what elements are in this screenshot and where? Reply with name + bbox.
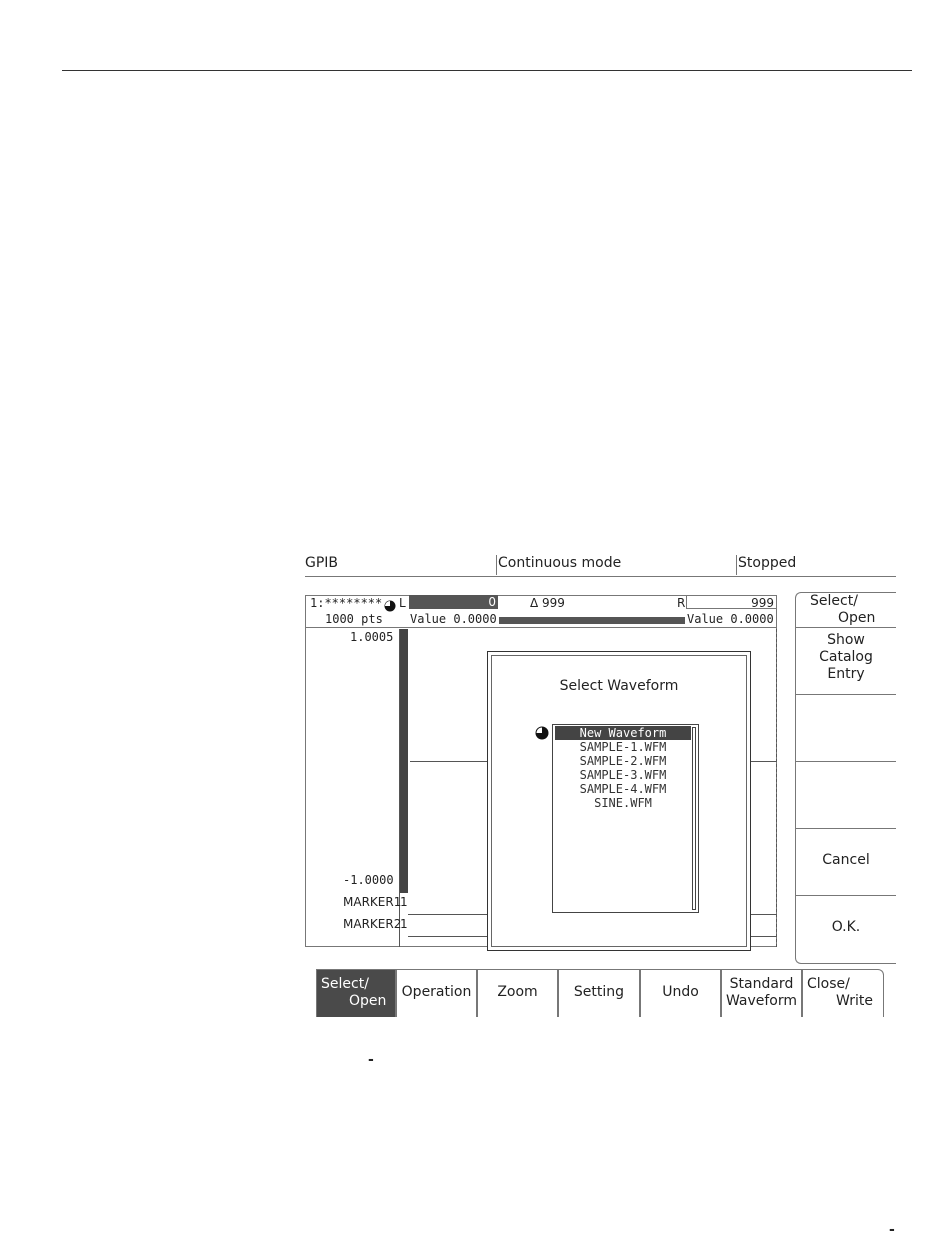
side-menu-divider <box>796 895 896 896</box>
tab-setting-label: Setting <box>573 984 625 1000</box>
list-item[interactable]: SINE.WFM <box>594 796 652 810</box>
tab-standard-line2: Waveform <box>725 993 798 1009</box>
side-menu-empty-slot <box>796 763 896 827</box>
cursor-delta: Δ 999 <box>530 596 565 610</box>
tab-standard-waveform[interactable] <box>721 969 802 1017</box>
tab-undo-label: Undo <box>662 984 699 1000</box>
left-value: Value 0.0000 <box>410 612 497 626</box>
tab-close-line1: Close/ <box>807 976 850 992</box>
left-cursor-line <box>399 629 408 893</box>
ok-button[interactable]: O.K. <box>831 919 861 935</box>
tab-close-write[interactable] <box>802 969 884 1017</box>
marker1-trace <box>751 914 776 915</box>
list-item[interactable]: SAMPLE-3.WFM <box>579 768 667 782</box>
show-catalog-line1: Show <box>827 632 865 648</box>
status-mode: Continuous mode <box>498 555 622 571</box>
side-menu-title-line2: Open <box>838 610 876 626</box>
right-cursor-position[interactable]: 999 <box>686 595 777 609</box>
tab-zoom-label: Zoom <box>497 984 538 1000</box>
list-item[interactable]: SAMPLE-2.WFM <box>579 754 667 768</box>
right-value: Value 0.0000 <box>687 612 774 626</box>
list-item[interactable]: SAMPLE-1.WFM <box>579 740 667 754</box>
knob-icon <box>384 597 396 609</box>
page-top-rule <box>62 70 912 71</box>
show-catalog-line3: Entry <box>827 666 865 682</box>
left-cursor-label: L <box>399 596 406 610</box>
tab-undo[interactable] <box>640 969 721 1017</box>
list-item[interactable]: SAMPLE-4.WFM <box>579 782 667 796</box>
marker1-label: MARKER1 <box>343 895 402 909</box>
side-menu-divider <box>796 761 896 762</box>
status-divider <box>496 555 497 575</box>
page-corner-mark: - <box>889 1222 895 1238</box>
tab-select-open-line2: Open <box>349 993 387 1009</box>
cursor-span-bar <box>499 617 685 624</box>
status-run-state: Stopped <box>738 555 797 571</box>
y-axis-max: 1.0005 <box>350 630 394 644</box>
show-catalog-line2: Catalog <box>819 649 873 665</box>
tab-select-open[interactable] <box>316 969 396 1017</box>
waveform-list[interactable] <box>552 724 699 913</box>
knob-icon <box>535 725 549 739</box>
right-cursor-label: R <box>677 596 686 610</box>
status-gpib: GPIB <box>305 555 339 571</box>
tab-setting[interactable] <box>558 969 640 1017</box>
side-menu-divider <box>796 828 896 829</box>
tab-standard-line1: Standard <box>729 976 794 992</box>
editor-header-divider <box>305 627 777 628</box>
right-cursor-line <box>776 629 777 947</box>
status-divider <box>736 555 737 575</box>
list-item-new-waveform[interactable]: New Waveform <box>555 726 691 740</box>
list-scrollbar[interactable] <box>692 727 696 910</box>
marker2-trace <box>408 936 487 937</box>
marker2-value: 1 <box>400 917 408 931</box>
waveform-label: 1:******** <box>310 596 383 610</box>
side-menu-divider <box>796 694 896 695</box>
marker1-value: 1 <box>400 895 408 909</box>
marker1-trace <box>408 914 487 915</box>
side-menu-title <box>796 593 896 627</box>
waveform-trace <box>751 761 776 762</box>
show-catalog-entry-button[interactable] <box>796 632 896 692</box>
cancel-button[interactable]: Cancel <box>822 852 870 868</box>
tab-zoom[interactable] <box>477 969 558 1017</box>
tab-close-line2: Write <box>836 993 873 1009</box>
marker2-trace <box>751 936 776 937</box>
dialog-title: Select Waveform <box>559 678 679 694</box>
left-cursor-position[interactable]: 0 <box>409 595 498 609</box>
tab-select-open-line1: Select/ <box>321 976 369 992</box>
side-menu-divider <box>796 627 896 628</box>
side-menu-title-line1: Select/ <box>810 593 858 609</box>
side-menu-empty-slot <box>796 696 896 760</box>
status-underline <box>305 576 896 577</box>
marker2-label: MARKER2 <box>343 917 402 931</box>
waveform-trace <box>410 761 487 762</box>
points-count: 1000 pts <box>325 612 383 626</box>
tab-operation-label: Operation <box>401 984 472 1000</box>
page-dash-mark: - <box>368 1052 374 1068</box>
y-axis-min: -1.0000 <box>343 873 394 887</box>
tab-operation[interactable] <box>396 969 477 1017</box>
